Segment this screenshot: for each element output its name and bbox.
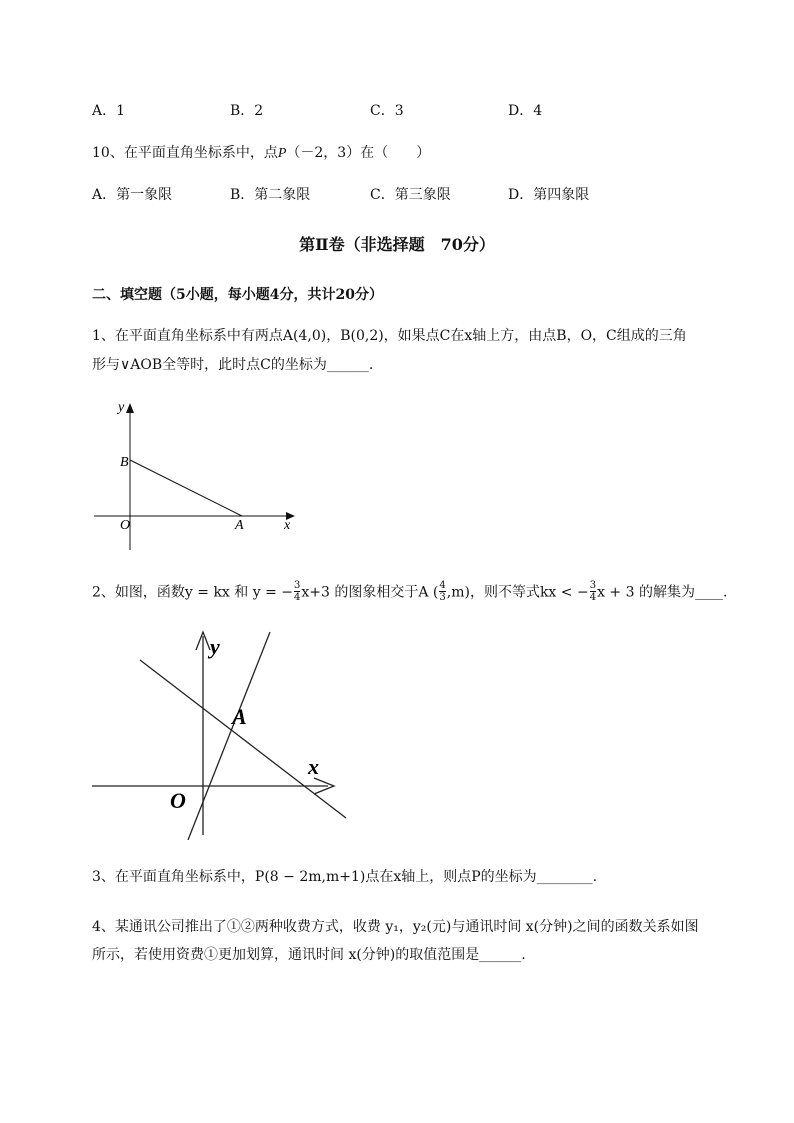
- q10-stem-pre: 10、在平面直角坐标系中，点: [92, 145, 278, 161]
- f1-label-y: y: [118, 400, 125, 415]
- q10-option-a: A．第一象限: [92, 187, 173, 203]
- f1-label-b: B: [120, 455, 129, 470]
- q9-option-c: C．3: [370, 103, 404, 119]
- f2-frac1: [294, 580, 300, 603]
- q10-stem-post: （－2，3）在（ ）: [286, 145, 431, 161]
- f2-frac2: [439, 580, 445, 603]
- f1-line1: 1、在平面直角坐标系中有两点A(4,0)，B(0,2)，如果点C在x轴上方，由点B，O，C组成的三角: [92, 328, 687, 344]
- f2-text-b: x+3 的图象相交于A (: [301, 584, 439, 601]
- f1-label-a: A: [235, 518, 244, 533]
- f2-frac3-den: 4: [589, 592, 597, 603]
- q9-option-a: A．1: [92, 103, 126, 119]
- f4-line1: 4、某通讯公司推出了①②两种收费方式，收费 y₁，y₂(元)与通讯时间 x(分钟)之间的函数关系如图: [92, 919, 699, 935]
- q9-option-b: B．2: [230, 103, 264, 119]
- q10-option-d: D．第四象限: [508, 187, 590, 203]
- q10-point: P: [277, 146, 287, 161]
- part2-title: 第Ⅱ卷（非选择题 70分）: [299, 235, 495, 254]
- f1-figure: [90, 395, 310, 555]
- f3-stem: 3、在平面直角坐标系中，P(8 − 2m,m+1)点在x轴上，则点P的坐标为________.: [92, 869, 598, 885]
- f2-figure: [90, 628, 355, 840]
- f2-frac2-den: 3: [439, 592, 446, 603]
- f2-frac1-num: 3: [294, 580, 301, 591]
- q10-option-b: B．第二象限: [230, 187, 311, 203]
- q10-stem: [92, 142, 430, 162]
- f2-line-kx: [188, 632, 270, 840]
- f1-segment-ab: [130, 460, 242, 516]
- f2-label-y: y: [210, 634, 220, 659]
- f1-label-o: O: [120, 518, 131, 533]
- q10-option-c: C．第三象限: [370, 187, 451, 203]
- f2-frac3: [590, 580, 596, 603]
- f2-frac3-num: 3: [589, 580, 597, 591]
- f2-label-o: O: [170, 788, 186, 813]
- f2-frac2-num: 4: [439, 580, 446, 591]
- f2-stem: [92, 580, 727, 610]
- f4-line2: 所示，若使用资费①更加划算，通讯时间 x(分钟)的取值范围是______.: [92, 947, 526, 963]
- f2-frac1-den: 4: [294, 592, 301, 603]
- f1-y-arrow: [126, 403, 134, 413]
- f2-label-a: A: [232, 704, 247, 729]
- section2-heading: 二、填空题（5小题，每小题4分，共计20分）: [92, 287, 383, 303]
- f1-label-x: x: [284, 518, 291, 533]
- f2-text-d: x + 3 的解集为____.: [597, 584, 728, 601]
- f2-text-a: 2、如图，函数y = kx 和 y = −: [92, 584, 293, 601]
- q9-option-d: D．4: [508, 103, 543, 119]
- f2-text-c: ,m)，则不等式kx < −: [446, 584, 589, 601]
- f2-label-x: x: [308, 754, 319, 779]
- f1-line2: 形与∨AOB全等时，此时点C的坐标为______.: [92, 357, 374, 373]
